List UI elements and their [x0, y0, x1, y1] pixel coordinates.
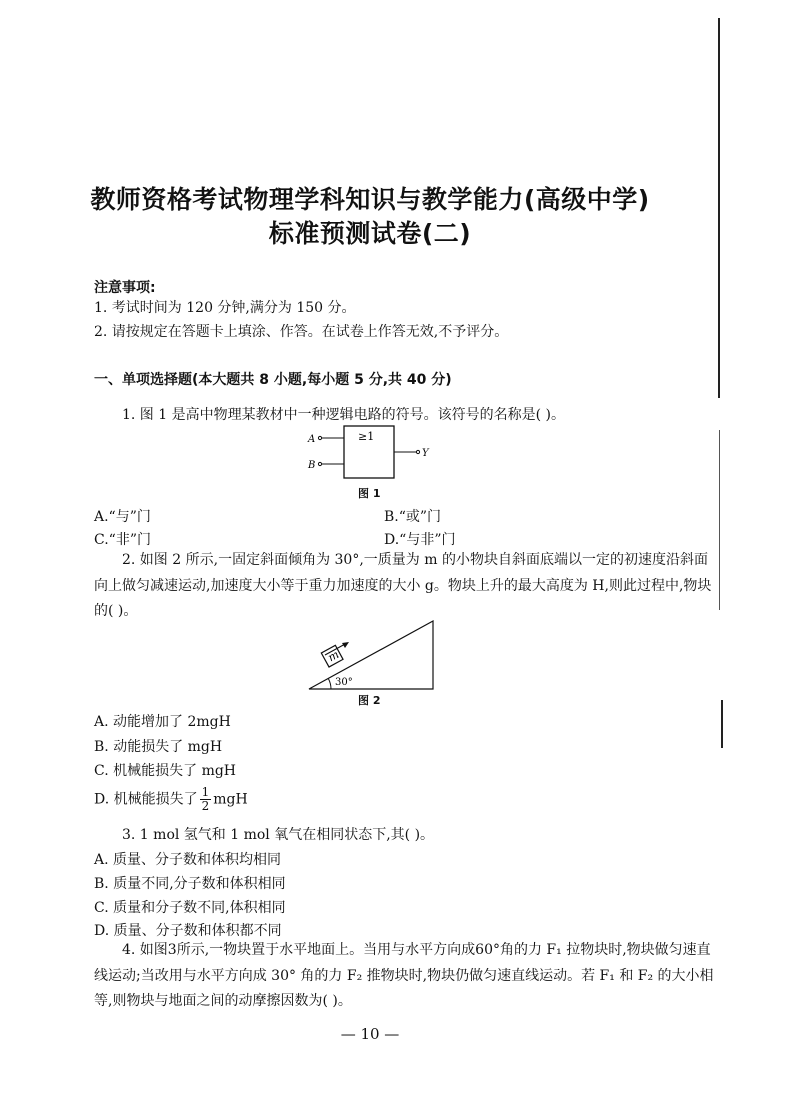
- notice-item: 2. 请按规定在答题卡上填涂、作答。在试卷上作答无效,不予评分。: [94, 324, 509, 340]
- input-b-terminal: [318, 462, 321, 465]
- gate-symbol-label: ≥1: [358, 430, 375, 443]
- scan-edge-line: [721, 700, 723, 748]
- exam-title-line1: 教师资格考试物理学科知识与教学能力(高级中学): [90, 185, 650, 214]
- input-a-terminal: [318, 436, 321, 439]
- q2-option-d-suffix: mgH: [213, 791, 248, 808]
- angle-arc: [328, 679, 331, 690]
- q3-stem: 3. 1 mol 氢气和 1 mol 氧气在相同状态下,其( )。: [122, 827, 435, 843]
- figure2-caption: 图 2: [358, 694, 381, 707]
- input-b-label: B: [308, 460, 316, 471]
- page-number: — 10 —: [340, 1025, 400, 1043]
- q3-option-d: D. 质量、分子数和体积都不同: [94, 923, 282, 939]
- q3-option-b: B. 质量不同,分子数和体积相同: [94, 876, 286, 892]
- q1-option-d: D.“与非”门: [384, 532, 456, 548]
- q4-stem: 4. 如图3所示,一物块置于水平地面上。当用与水平方向成60°角的力 F₁ 拉物块时,物块做匀速直线运动;当改用与水平方向成 30° 角的力 F₂ 推物块时,物块仍做匀速直线运动。若 F₁ 和 F₂ 的大小相等,则物块与地面之间的动摩擦因数为( )。: [94, 942, 714, 1009]
- q2-option-a: A. 动能增加了 2mgH: [94, 714, 231, 730]
- block-label: m: [325, 647, 342, 665]
- input-a-label: A: [308, 434, 316, 445]
- q2-option-c: C. 机械能损失了 mgH: [94, 763, 237, 779]
- notice-heading: 注意事项:: [94, 280, 156, 296]
- angle-label: 30°: [335, 677, 353, 688]
- exam-title-line2: 标准预测试卷(二): [268, 219, 472, 248]
- section-heading: 一、单项选择题(本大题共 8 小题,每小题 5 分,共 40 分): [94, 372, 452, 388]
- q2-option-d-prefix: D. 机械能损失了: [94, 791, 198, 808]
- q3-option-a: A. 质量、分子数和体积均相同: [94, 852, 282, 868]
- q2-option-b: B. 动能损失了 mgH: [94, 739, 223, 755]
- logic-gate-figure: [300, 422, 440, 484]
- fraction-denominator: 2: [201, 799, 210, 813]
- q2-option-d: [94, 786, 248, 813]
- fraction-numerator: 1: [201, 785, 210, 799]
- q2-stem: 2. 如图 2 所示,一固定斜面倾角为 30°,一质量为 m 的小物块自斜面底端以一定的初速度沿斜面向上做匀减速运动,加速度大小等于重力加速度的大小 g。物块上升的最大高度为 H,则此过程中,物块的( )。: [94, 552, 712, 619]
- q1-stem: 1. 图 1 是高中物理某教材中一种逻辑电路的符号。该符号的名称是( )。: [122, 407, 565, 423]
- output-label: Y: [422, 448, 429, 459]
- output-terminal: [416, 450, 419, 453]
- notice-item: 1. 考试时间为 120 分钟,满分为 150 分。: [94, 300, 356, 316]
- incline-figure: [305, 615, 440, 693]
- fraction: [200, 786, 212, 813]
- q1-option-a: A.“与”门: [94, 509, 151, 525]
- q1-option-b: B.“或”门: [384, 509, 442, 525]
- figure1-caption: 图 1: [358, 487, 381, 500]
- scan-edge-line: [719, 430, 720, 610]
- q1-option-c: C.“非”门: [94, 532, 151, 548]
- q3-option-c: C. 质量和分子数不同,体积相同: [94, 900, 286, 916]
